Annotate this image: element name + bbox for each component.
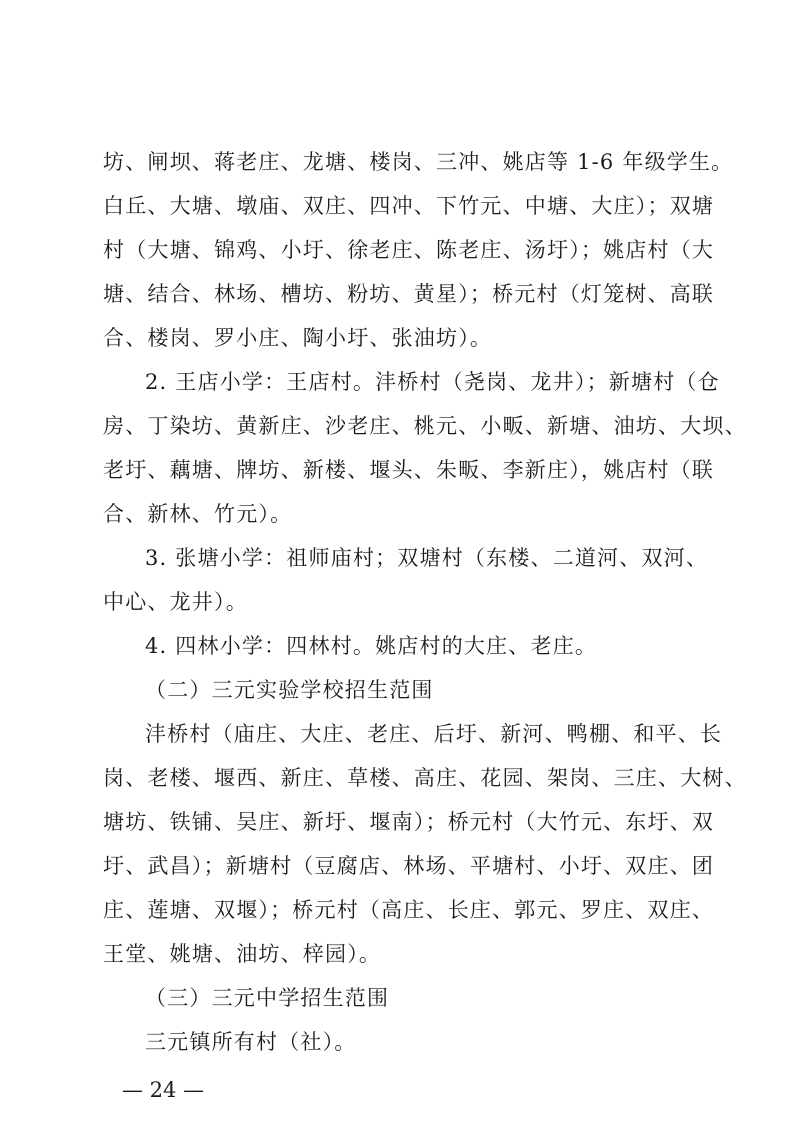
text-line: 三元镇所有村（社）。 — [145, 1030, 357, 1054]
text-line: 沣桥村（庙庄、大庄、老庄、后圩、新河、鸭棚、和平、长 — [145, 722, 723, 746]
section-heading-sanyuan-experimental: （二）三元实验学校招生范围 — [145, 678, 434, 702]
list-item-silin: 4. 四林小学：四林村。姚店村的大庄、老庄。 — [145, 634, 598, 658]
text-line: 合、新林、竹元）。 — [103, 502, 293, 526]
text-line: 村（大塘、锦鸡、小圩、徐老庄、陈老庄、汤圩）；姚店村（大 — [103, 238, 715, 262]
text-line: 老圩、藕塘、牌坊、新楼、堰头、朱畈、李新庄），姚店村（联 — [103, 458, 715, 482]
text-line: 王堂、姚塘、油坊、梓园）。 — [103, 942, 382, 966]
list-item-wangdian: 2. 王店小学：王店村。沣桥村（尧岗、龙井）；新塘村（仓 — [145, 370, 720, 394]
text-line: 坊、闸坝、蒋老庄、龙塘、楼岗、三冲、姚店等 1-6 年级学生。 — [103, 150, 734, 174]
text-line: 白丘、大塘、墩庙、双庄、四冲、下竹元、中塘、大庄）；双塘 — [103, 194, 715, 218]
page-number: — 24 — — [122, 1078, 205, 1102]
list-item-zhangtang: 3. 张塘小学：祖师庙村；双塘村（东楼、二道河、双河、 — [145, 546, 709, 570]
section-heading-sanyuan-middle: （三）三元中学招生范围 — [145, 986, 390, 1010]
text-line: 庄、莲塘、双堰）；桥元村（高庄、长庄、郭元、罗庄、双庄、 — [103, 898, 715, 922]
text-line: 房、丁染坊、黄新庄、沙老庄、桃元、小畈、新塘、油坊、大坝、 — [103, 414, 747, 438]
text-line: 塘坊、铁铺、吴庄、新圩、堰南）；桥元村（大竹元、东圩、双 — [103, 810, 715, 834]
text-line: 岗、老楼、堰西、新庄、草楼、高庄、花园、架岗、三庄、大树、 — [103, 766, 747, 790]
text-line: 合、楼岗、罗小庄、陶小圩、张油坊）。 — [103, 326, 493, 350]
text-line: 塘、结合、林场、槽坊、粉坊、黄星）；桥元村（灯笼树、高联 — [103, 282, 715, 306]
text-line: 圩、武昌）；新塘村（豆腐店、林场、平塘村、小圩、双庄、团 — [103, 854, 715, 878]
text-line: 中心、龙井）。 — [103, 590, 248, 614]
